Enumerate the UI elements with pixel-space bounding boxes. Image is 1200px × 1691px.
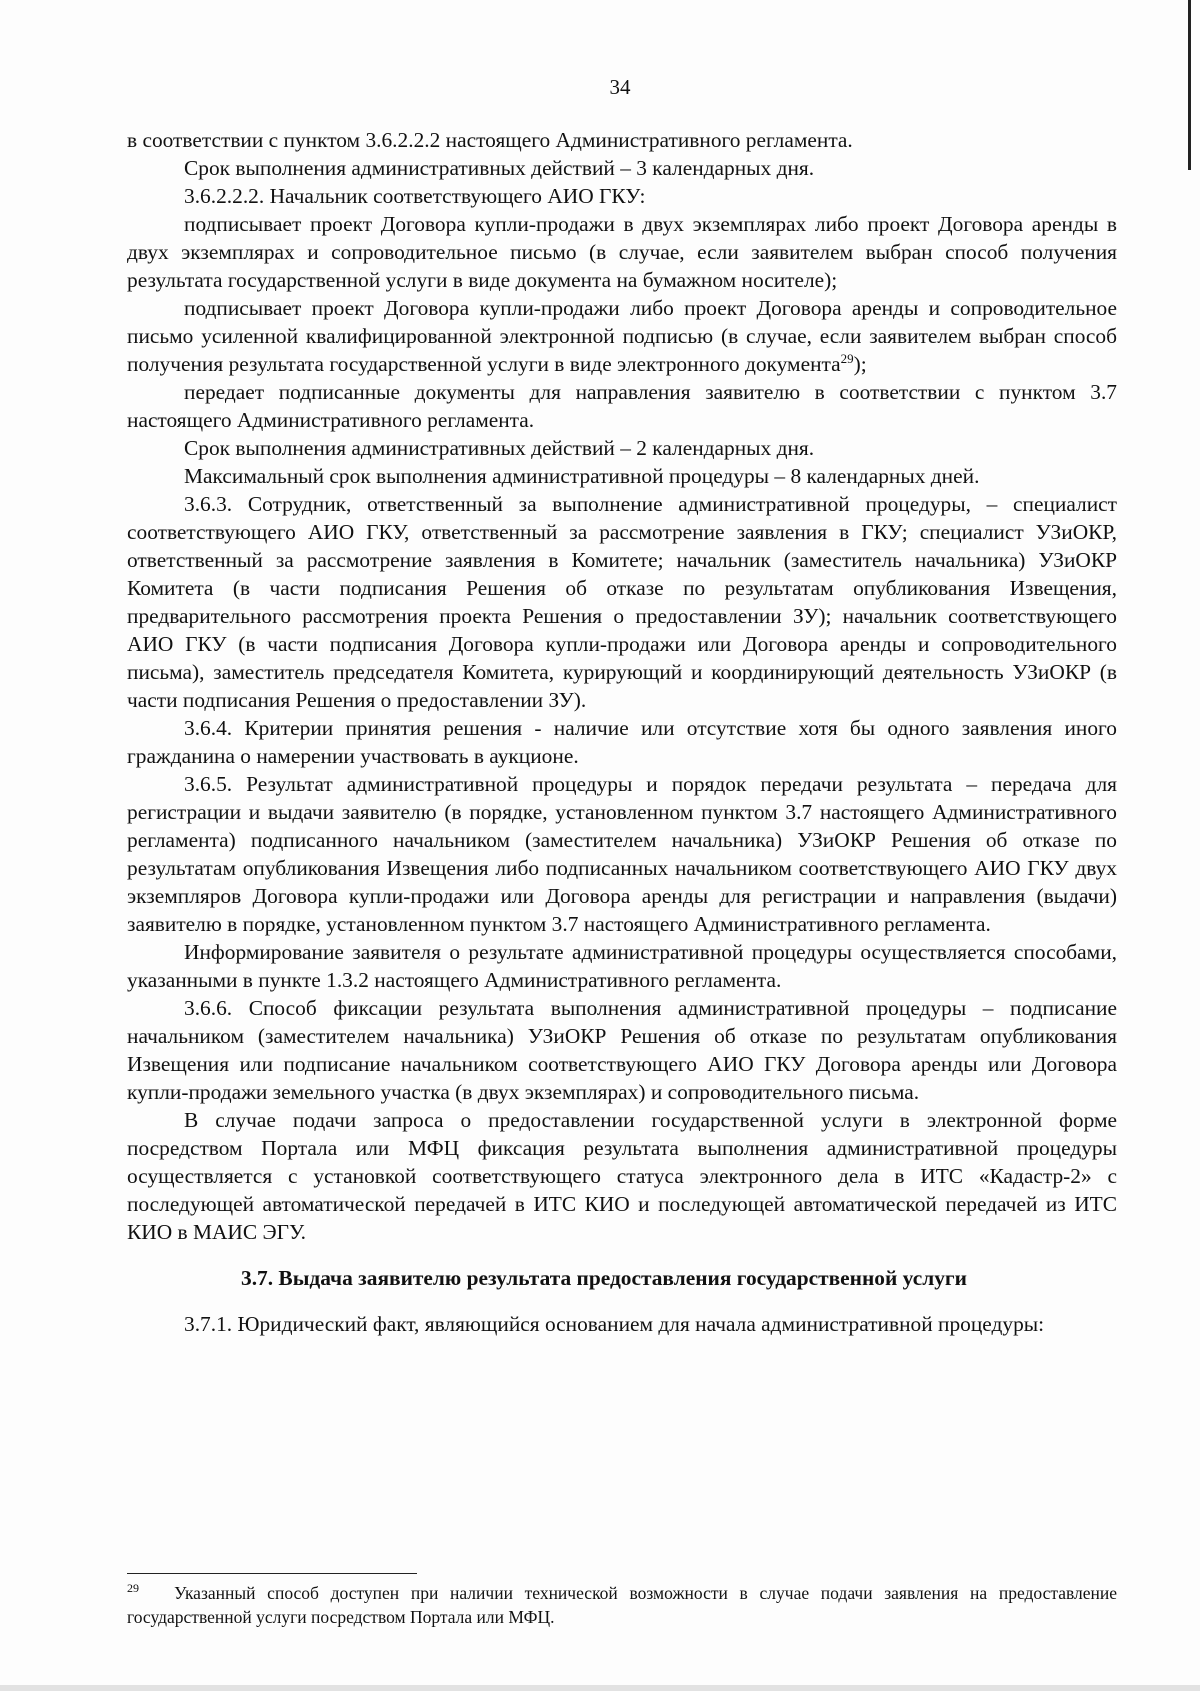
paragraph-text: подписывает проект Договора купли-продажи либо проект Договора аренды и сопроводительное письмо усиленной квалифицированной электронной подписью (в случае, если заявителем выбран способ получения результата государственной услуги в виде электронного документа	[127, 296, 1117, 376]
paragraph: 3.6.6. Способ фиксации результата выполнения административной процедуры – подписание начальником (заместителем начальника) УЗиОКР Решения об отказе по результатам опубликования Извещения или подписание начальником соответствующего АИО ГКУ Договора аренды или Договора купли-продажи земельного участка (в двух экземплярах) и сопроводительного письма.	[127, 996, 1117, 1104]
paragraph: передает подписанные документы для направления заявителю в соответствии с пунктом 3.7 настоящего Административного регламента.	[127, 380, 1117, 432]
footnote-text: Указанный способ доступен при наличии технической возможности в случае подачи заявления на предоставление государственной услуги посредством Портала или МФЦ.	[127, 1583, 1117, 1627]
paragraph: Максимальный срок выполнения административной процедуры – 8 календарных дней.	[184, 464, 980, 488]
paragraph: 3.6.5. Результат административной процедуры и порядок передачи результата – передача для регистрации и выдачи заявителю (в порядке, установленном пунктом 3.7 настоящего Административного регламента) подписанного начальником (заместителем начальника) УЗиОКР Решения об отказе по результатам опубликования Извещения либо подписанных начальником соответствующего АИО ГКУ двух экземпляров Договора купли-продажи или Договора аренды для регистрации и направления (выдачи) заявителю в порядке, установленном пунктом 3.7 настоящего Административного регламента.	[127, 772, 1117, 936]
paragraph: Информирование заявителя о результате административной процедуры осуществляется способами, указанными в пункте 1.3.2 настоящего Административного регламента.	[127, 940, 1117, 992]
section-heading: 3.7. Выдача заявителю результата предоставления государственной услуги	[241, 1266, 967, 1290]
paragraph: 3.6.3. Сотрудник, ответственный за выполнение административной процедуры, – специалист соответствующего АИО ГКУ, ответственный за рассмотрение заявления в ГКУ; специалист УЗиОКР, ответственный за рассмотрение заявления в Комитете; начальник (заместитель начальника) УЗиОКР Комитета (в части подписания Решения об отказе по результатам опубликования Извещения, предварительного рассмотрения проекта Решения о предоставлении ЗУ); начальник соответствующего АИО ГКУ (в части подписания Договора купли-продажи или Договора аренды и сопроводительного письма), заместитель председателя Комитета, курирующий и координирующий деятельность УЗиОКР (в части подписания Решения о предоставлении ЗУ).	[127, 492, 1117, 712]
footnote-marker: 29	[127, 1581, 139, 1596]
scan-bottom-band	[0, 1685, 1200, 1691]
footnote-separator	[127, 1573, 417, 1574]
paragraph: Срок выполнения административных действий – 2 календарных дня.	[184, 436, 815, 460]
footnote	[127, 1581, 1117, 1629]
footnote-reference: 29	[840, 350, 854, 366]
body-text	[127, 126, 1117, 1338]
paragraph: В случае подачи запроса о предоставлении государственной услуги в электронной форме посредством Портала или МФЦ фиксация результата выполнения административной процедуры осуществляется с установкой соответствующего статуса электронного дела в ИТС «Кадастр-2» с последующей автоматической передачей в ИТС КИО и последующей автоматической передачей из ИТС КИО в МАИС ЭГУ.	[127, 1108, 1117, 1244]
paragraph: Срок выполнения административных действий – 3 календарных дня.	[184, 156, 815, 180]
paragraph-tail: );	[853, 352, 867, 376]
paragraph: 3.7.1. Юридический факт, являющийся основанием для начала административной процедуры:	[184, 1312, 1045, 1336]
paragraph: в соответствии с пунктом 3.6.2.2.2 настоящего Административного регламента.	[127, 128, 853, 152]
paragraph: 3.6.2.2.2. Начальник соответствующего АИО ГКУ:	[184, 184, 646, 208]
paragraph: подписывает проект Договора купли-продажи в двух экземплярах либо проект Договора аренды в двух экземплярах и сопроводительное письмо (в случае, если заявителем выбран способ получения результата государственной услуги в виде документа на бумажном носителе);	[127, 212, 1117, 292]
paragraph-with-footnote-ref	[127, 294, 1117, 378]
paragraph: 3.6.4. Критерии принятия решения - наличие или отсутствие хотя бы одного заявления иного гражданина о намерении участвовать в аукционе.	[127, 716, 1117, 768]
page-number: 34	[609, 75, 631, 99]
